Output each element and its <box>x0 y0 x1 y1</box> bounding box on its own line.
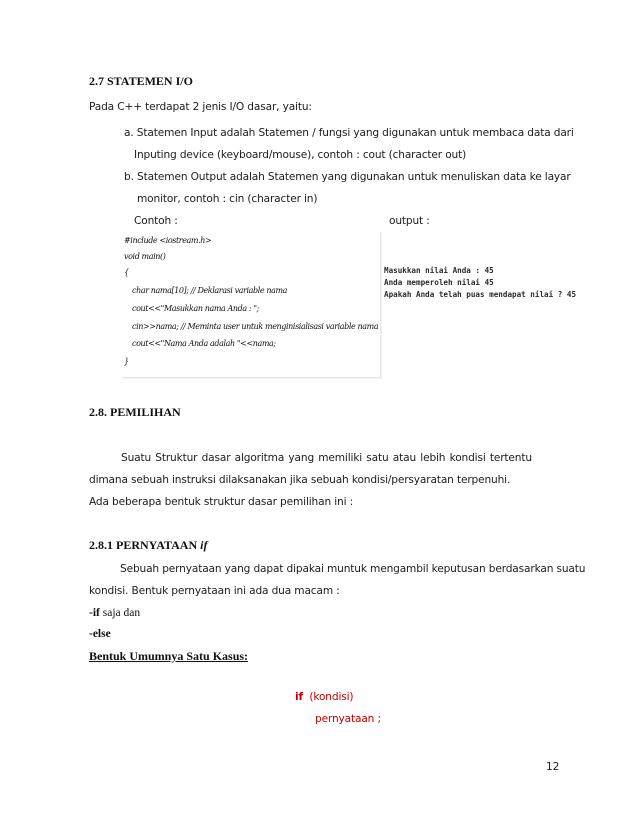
if-option-1 <box>89 607 140 619</box>
io-item-b-line2: monitor, contoh : cin (character in) <box>137 193 318 205</box>
pemilihan-para-line1: Suatu Struktur dasar algoritma yang memiliki satu atau lebih kondisi tertentu <box>121 452 532 464</box>
output-line: Apakah Anda telah puas mendapat nilai ? 45 <box>384 290 577 299</box>
code-line: char nama[10]; // Deklarasi variable nama <box>132 286 288 295</box>
if-para-line2: kondisi. Bentuk pernyataan ini ada dua macam : <box>89 585 340 597</box>
if-para-line1: Sebuah pernyataan yang dapat dipakai muntuk mengambil keputusan berdasarkan suatu <box>120 563 586 575</box>
io-intro-text: Pada C++ terdapat 2 jenis I/O dasar, yaitu: <box>89 101 312 113</box>
code-line: cout<<"Nama Anda adalah "<<nama; <box>132 339 276 348</box>
code-line: #include <iostream.h> <box>124 236 212 245</box>
page-number: 12 <box>546 761 560 773</box>
io-item-a-line2: Inputing device (keyboard/mouse), contoh : cout (character out) <box>134 149 467 161</box>
syntax-statement: pernyataan ; <box>315 713 381 725</box>
io-item-a-line1: a. Statemen Input adalah Statemen / fungsi yang digunakan untuk membaca data dari <box>124 127 574 139</box>
section-heading-pemilihan: 2.8. PEMILIHAN <box>89 405 181 419</box>
output-example-image <box>384 262 599 310</box>
syntax-condition: (kondisi) <box>309 691 354 703</box>
code-line: void main() <box>124 252 166 261</box>
if-option-1-keyword: -if <box>89 607 100 619</box>
output-label: output : <box>389 215 430 227</box>
general-form-heading: Bentuk Umumnya Satu Kasus: <box>89 649 249 663</box>
heading-if-prefix: 2.8.1 PERNYATAAN <box>89 538 201 552</box>
output-line: Masukkan nilai Anda : 45 <box>384 266 494 275</box>
syntax-if-keyword: if <box>295 691 303 703</box>
if-option-2: -else <box>89 628 111 640</box>
output-line: Anda memperoleh nilai 45 <box>384 278 494 287</box>
io-item-b-line1: b. Statemen Output adalah Statemen yang digunakan untuk menuliskan data ke layar <box>124 171 571 183</box>
code-line: cout<<"Masukkan nama Anda : "; <box>132 304 259 313</box>
pemilihan-para-line2: dimana sebuah instruksi dilaksanakan jika sebuah kondisi/persyaratan terpenuhi. <box>89 474 511 486</box>
example-label: Contoh : <box>134 215 178 227</box>
pemilihan-para-line3: Ada beberapa bentuk struktur dasar pemilihan ini : <box>89 496 354 508</box>
if-option-1-text: saja dan <box>99 607 141 619</box>
section-heading-if <box>89 538 207 553</box>
code-line: cin>>nama; // Meminta user untuk menginisialisasi variable nama <box>132 322 379 331</box>
code-line: { <box>124 268 129 277</box>
syntax-if-line <box>295 691 353 703</box>
code-line: } <box>124 357 129 366</box>
section-heading-io: 2.7 STATEMEN I/O <box>89 74 193 88</box>
code-example-image <box>122 232 381 378</box>
heading-if-keyword: if <box>200 538 208 552</box>
